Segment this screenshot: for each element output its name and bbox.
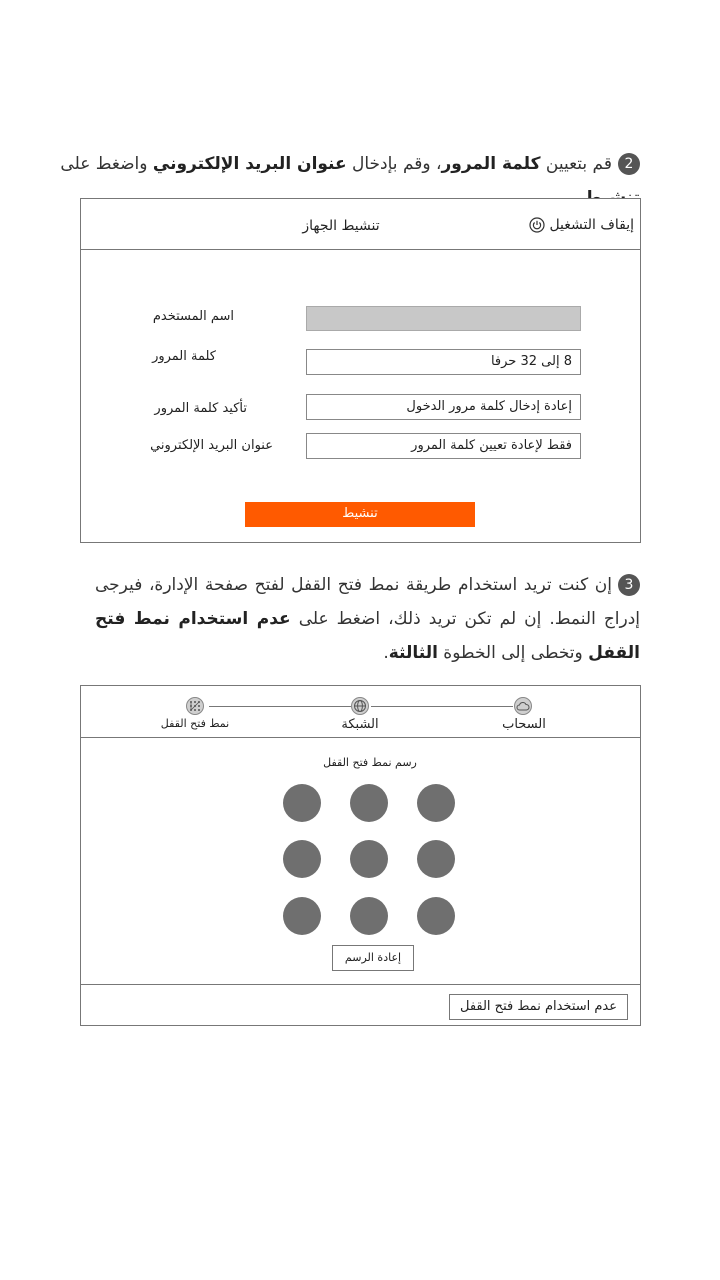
activation-panel (80, 198, 641, 543)
redraw-button[interactable]: إعادة الرسم (332, 945, 414, 971)
email-label: عنوان البريد الإلكتروني (150, 438, 273, 453)
username-label: اسم المستخدم (152, 309, 234, 324)
step-label-network: الشبكة (341, 717, 379, 732)
pattern-dot-6[interactable] (417, 840, 455, 878)
pattern-dot-9[interactable] (417, 897, 455, 935)
pattern-dot-1[interactable] (283, 784, 321, 822)
step2-bold-password: كلمة المرور (441, 154, 541, 174)
step3-text-3: . (383, 643, 389, 663)
cloud-icon (514, 697, 532, 715)
step3-number: 3 (618, 574, 640, 596)
draw-pattern-title: رسم نمط فتح القفل (323, 756, 417, 769)
pattern-dot-2[interactable] (350, 784, 388, 822)
step3-text-2: وتخطى إلى الخطوة (437, 643, 589, 663)
step3-bold-skip: عدم استخدام نمط فتح القفل (95, 609, 640, 663)
pattern-dot-5[interactable] (350, 840, 388, 878)
pattern-panel (80, 685, 641, 1026)
confirm-password-label: تأكيد كلمة المرور (154, 401, 247, 416)
pattern-dot-4[interactable] (283, 840, 321, 878)
progress-line-2 (209, 706, 351, 707)
step-label-pattern: نمط فتح القفل (160, 717, 230, 730)
power-icon (529, 217, 545, 233)
step2-number: 2 (618, 153, 640, 175)
password-label: كلمة المرور (152, 349, 216, 364)
shutdown-label: إيقاف التشغيل (549, 217, 634, 233)
header-divider (81, 249, 640, 250)
pattern-dot-3[interactable] (417, 784, 455, 822)
pattern-dot-7[interactable] (283, 897, 321, 935)
pattern-lock-icon (186, 697, 204, 715)
pattern-footer-divider (81, 984, 640, 985)
activate-button[interactable]: تنشيط (245, 502, 475, 527)
skip-pattern-button[interactable]: عدم استخدام نمط فتح القفل (449, 994, 628, 1020)
step3-instruction (95, 568, 640, 670)
step-label-cloud: السحاب (502, 717, 546, 732)
device-activation-title: تنشيط الجهاز (302, 218, 380, 234)
step3-bold-third: الثالثة (388, 643, 438, 663)
step3-text-1: إن كنت تريد استخدام طريقة نمط فتح القفل لفتح صفحة الإدارة، فيرجى إدراج النمط. إن لم تكن تريد ذلك، اضغط على (95, 575, 641, 629)
pattern-header-divider (81, 737, 640, 738)
progress-line-1 (371, 706, 513, 707)
confirm-password-field[interactable]: إعادة إدخال كلمة مرور الدخول (306, 394, 581, 420)
pattern-dot-8[interactable] (350, 897, 388, 935)
step2-text-1: قم بتعيين (540, 154, 612, 174)
shutdown-button[interactable] (529, 217, 634, 233)
step2-text-2: ، وقم بإدخال (346, 154, 442, 174)
password-field[interactable]: 8 إلى 32 حرفا (306, 349, 581, 375)
globe-icon (351, 697, 369, 715)
username-field[interactable] (306, 306, 581, 331)
step2-text-3: واضغط على (60, 154, 153, 174)
email-field[interactable]: فقط لإعادة تعيين كلمة المرور (306, 433, 581, 459)
step2-bold-email: عنوان البريد الإلكتروني (152, 154, 347, 174)
